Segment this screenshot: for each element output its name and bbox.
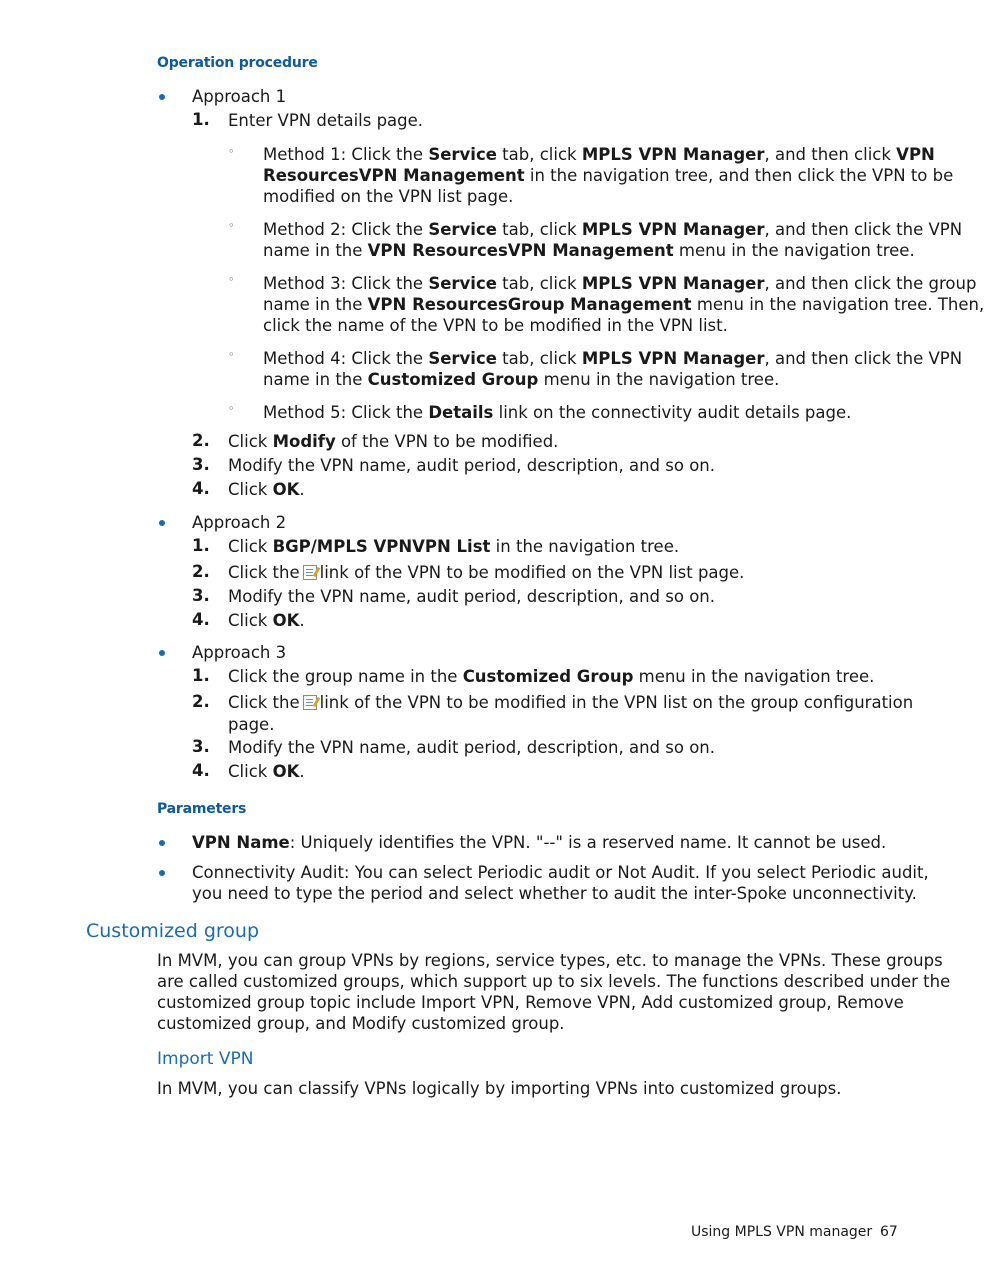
approach3-step1: Click the group name in the Customized Group menu in the navigation tree.	[228, 667, 875, 686]
circle-bullet-icon: ◦	[228, 145, 235, 158]
param-vpn-name: VPN Name: Uniquely identifies the VPN. "--" is a reserved name. It cannot be used.	[192, 833, 887, 852]
bullet-icon	[159, 650, 165, 656]
step-number: 4.	[192, 761, 210, 780]
edit-icon	[303, 695, 317, 710]
method3-line1: Method 3: Click the Service tab, click MPLS VPN Manager, and then click the group	[263, 274, 977, 293]
step-number: 4.	[192, 610, 210, 629]
approach3-label: Approach 3	[192, 643, 287, 662]
heading-customized-group: Customized group	[86, 920, 260, 942]
step-number: 1.	[192, 536, 210, 555]
heading-import-vpn: Import VPN	[157, 1049, 254, 1069]
customized-group-para-line3: customized group topic include Import VPN, Remove VPN, Add customized group, Remove	[157, 993, 904, 1012]
approach3-step3: Modify the VPN name, audit period, description, and so on.	[228, 738, 715, 757]
method4-line2: name in the Customized Group menu in the navigation tree.	[263, 370, 780, 389]
bullet-icon	[159, 94, 165, 100]
method1-line2: ResourcesVPN Management in the navigation tree, and then click the VPN to be	[263, 166, 954, 185]
step-number: 3.	[192, 455, 210, 474]
step-number: 2.	[192, 562, 210, 581]
customized-group-para-line1: In MVM, you can group VPNs by regions, service types, etc. to manage the VPNs. These groups	[157, 951, 943, 970]
approach2-step2: Click the link of the VPN to be modified on the VPN list page.	[228, 563, 745, 582]
approach1-step1: Enter VPN details page.	[228, 111, 424, 130]
method5-line: Method 5: Click the Details link on the connectivity audit details page.	[263, 403, 852, 422]
param-audit-line1: Connectivity Audit: You can select Periodic audit or Not Audit. If you select Periodic audit,	[192, 863, 929, 882]
step-number: 1.	[192, 666, 210, 685]
step-number: 3.	[192, 586, 210, 605]
footer-title: Using MPLS VPN manager	[691, 1224, 873, 1240]
approach3-step2-line1: Click the link of the VPN to be modified in the VPN list on the group configuration	[228, 693, 914, 712]
bullet-icon	[159, 520, 165, 526]
approach2-step3: Modify the VPN name, audit period, description, and so on.	[228, 587, 715, 606]
step-number: 2.	[192, 692, 210, 711]
approach2-step1: Click BGP/MPLS VPNVPN List in the navigation tree.	[228, 537, 680, 556]
bullet-icon	[159, 870, 165, 876]
heading-parameters: Parameters	[157, 801, 247, 817]
step-number: 2.	[192, 431, 210, 450]
page-number: 67	[880, 1224, 898, 1240]
circle-bullet-icon: ◦	[228, 402, 235, 415]
method2-line1: Method 2: Click the Service tab, click MPLS VPN Manager, and then click the VPN	[263, 220, 963, 239]
method1-line3: modified on the VPN list page.	[263, 187, 514, 206]
method3-line3: click the name of the VPN to be modified in the VPN list.	[263, 316, 728, 335]
approach1-step2: Click Modify of the VPN to be modified.	[228, 432, 559, 451]
approach1-step4: Click OK.	[228, 480, 305, 499]
circle-bullet-icon: ◦	[228, 348, 235, 361]
circle-bullet-icon: ◦	[228, 273, 235, 286]
method1-line1: Method 1: Click the Service tab, click MPLS VPN Manager, and then click VPN	[263, 145, 935, 164]
step-number: 1.	[192, 110, 210, 129]
edit-icon	[303, 565, 317, 580]
step-number: 3.	[192, 737, 210, 756]
param-audit-line2: you need to type the period and select whether to audit the inter-Spoke unconnectivity.	[192, 884, 917, 903]
approach1-label: Approach 1	[192, 87, 287, 106]
approach3-step4: Click OK.	[228, 762, 305, 781]
bullet-icon	[159, 840, 165, 846]
approach2-label: Approach 2	[192, 513, 287, 532]
customized-group-para-line2: are called customized groups, which support up to six levels. The functions described under the	[157, 972, 951, 991]
circle-bullet-icon: ◦	[228, 219, 235, 232]
method2-line2: name in the VPN ResourcesVPN Management menu in the navigation tree.	[263, 241, 915, 260]
approach3-step2-line2: page.	[228, 715, 275, 734]
step-number: 4.	[192, 479, 210, 498]
approach1-step3: Modify the VPN name, audit period, description, and so on.	[228, 456, 715, 475]
approach2-step4: Click OK.	[228, 611, 305, 630]
method3-line2: name in the VPN ResourcesGroup Management menu in the navigation tree. Then,	[263, 295, 984, 314]
import-vpn-para: In MVM, you can classify VPNs logically by importing VPNs into customized groups.	[157, 1079, 842, 1098]
method4-line1: Method 4: Click the Service tab, click MPLS VPN Manager, and then click the VPN	[263, 349, 963, 368]
customized-group-para-line4: customized group, and Modify customized group.	[157, 1014, 565, 1033]
heading-operation-procedure: Operation procedure	[157, 55, 318, 71]
